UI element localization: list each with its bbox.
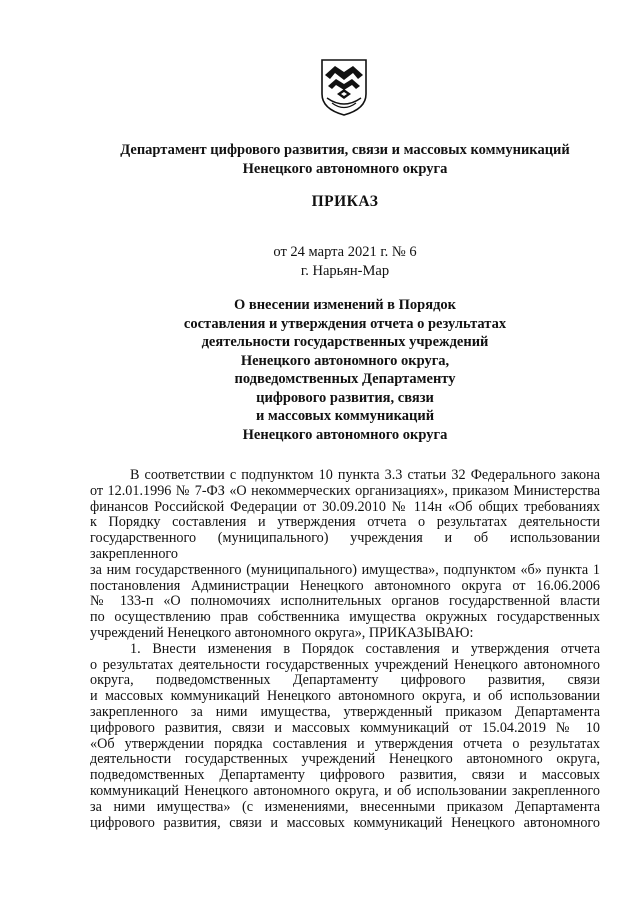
title-line: Ненецкого автономного округа, bbox=[240, 352, 450, 369]
body-line: к Порядку составления и утверждения отчета о результатах деятельности bbox=[90, 514, 600, 531]
body-line: «Об утверждении порядка составления и утверждения отчета о результатах bbox=[90, 735, 600, 752]
body-line: о результатах деятельности государственных учреждений Ненецкого автономного bbox=[90, 656, 600, 673]
preamble-paragraph bbox=[90, 468, 600, 642]
body-line: государственного (муниципального) учреждения и об использовании закрепленного bbox=[90, 530, 600, 562]
title-line: О внесении изменений в Порядок bbox=[233, 297, 457, 313]
body-line: В соответствии с подпунктом 10 пункта 3.3 статьи 32 Федерального закона bbox=[130, 467, 600, 483]
department-heading bbox=[60, 141, 630, 179]
body-line: цифрового развития, связи и массовых коммуникаций от 15.04.2019 № 10 bbox=[90, 719, 600, 736]
body-line: финансов Российской Федерации от 30.09.2010 № 114н «Об общих требованиях bbox=[90, 498, 600, 515]
body-line: и массовых коммуникаций Ненецкого автономного округа, и об использовании bbox=[90, 688, 600, 705]
body-line: № 133-п «О полномочиях исполнительных органов государственной власти bbox=[90, 593, 600, 610]
body-line: подведомственных Департаменту цифрового развития, связи и массовых bbox=[90, 767, 600, 784]
body-line: постановления Администрации Ненецкого автономного округа от 16.06.2006 bbox=[90, 577, 600, 594]
document-type: ПРИКАЗ bbox=[311, 193, 379, 210]
body-line: округа, подведомственных Департаменту цифрового развития, связи bbox=[90, 672, 600, 689]
document-meta bbox=[60, 243, 630, 281]
title-line: деятельности государственных учреждений bbox=[201, 334, 489, 350]
department-region: Ненецкого автономного округа bbox=[242, 161, 448, 177]
body-line: закрепленного за ними имущества, утвержденный приказом Департамента bbox=[90, 703, 600, 720]
title-line: подведомственных Департаменту bbox=[234, 371, 456, 387]
body-line: деятельности государственных учреждений Ненецкого автономного округа, bbox=[90, 751, 600, 768]
body-line: цифрового развития, связи и массовых коммуникаций Ненецкого автономного bbox=[90, 814, 600, 831]
body-line: за ним государственного (муниципального) имущества», подпунктом «б» пункта 1 bbox=[90, 561, 600, 578]
body-line: за ними имущества» (с изменениями, внесенными приказом Департамента bbox=[90, 798, 600, 815]
title-line: цифрового развития, связи bbox=[256, 389, 434, 406]
title-line: и массовых коммуникаций bbox=[255, 408, 435, 424]
nao-coat-of-arms-icon bbox=[319, 58, 369, 116]
title-line: составления и утверждения отчета о результатах bbox=[183, 315, 507, 332]
date-and-number: от 24 марта 2021 г. № 6 bbox=[273, 244, 417, 260]
document-body bbox=[90, 468, 600, 831]
body-line: учреждений Ненецкого автономного округа», ПРИКАЗЫВАЮ: bbox=[90, 624, 474, 641]
document-title bbox=[60, 296, 630, 444]
place: г. Нарьян-Мар bbox=[300, 263, 390, 279]
department-name: Департамент цифрового развития, связи и массовых коммуникаций bbox=[120, 142, 570, 158]
body-line: коммуникаций Ненецкого автономного округа, и об использовании закрепленного bbox=[90, 782, 600, 799]
item-1-paragraph bbox=[90, 642, 600, 832]
body-line: по осуществлению прав собственника имущества окружных государственных bbox=[90, 609, 600, 626]
title-line: Ненецкого автономного округа bbox=[242, 426, 448, 443]
body-line: от 12.01.1996 № 7-ФЗ «О некоммерческих организациях», приказом Министерства bbox=[90, 482, 600, 499]
body-line: 1. Внести изменения в Порядок составления и утверждения отчета bbox=[130, 640, 600, 657]
